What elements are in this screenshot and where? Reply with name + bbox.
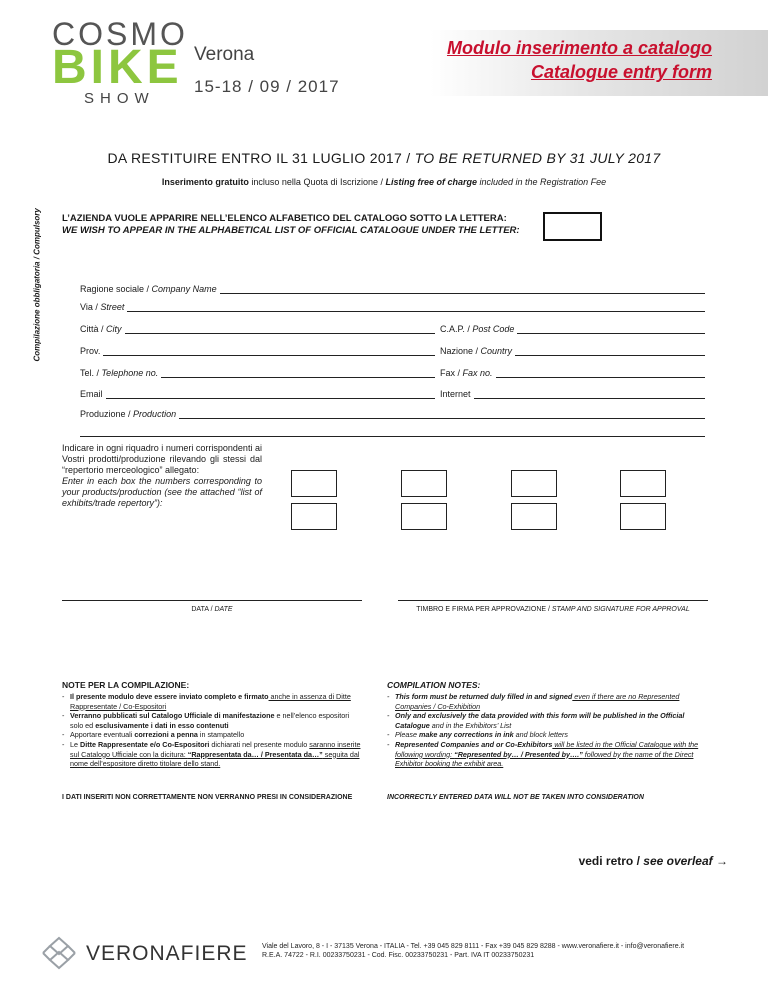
- product-code-box[interactable]: [620, 470, 666, 497]
- date-line[interactable]: [62, 600, 362, 601]
- warning-it: I DATI INSERITI NON CORRETTAMENTE NON VERRANNO PRESI IN CONSIDERAZIONE: [62, 794, 353, 801]
- list-item: - This form must be returned duly filled in and signed even if there are no Represented Companies / Co-Exhibition: [387, 692, 707, 711]
- logo-show: SHOW: [84, 90, 155, 107]
- country-field[interactable]: Nazione / Country: [440, 342, 705, 356]
- event-city: Verona: [194, 44, 255, 65]
- stamp-signature-label: TIMBRO E FIRMA PER APPROVAZIONE / STAMP AND SIGNATURE FOR APPROVAL: [416, 606, 690, 613]
- internet-field[interactable]: Internet: [440, 385, 705, 399]
- deadline-it: DA RESTITUIRE ENTRO IL 31 LUGLIO 2017 /: [107, 150, 415, 166]
- form-title-en: Catalogue entry form: [530, 62, 712, 82]
- form-title-it: Modulo inserimento a catalogo: [446, 38, 712, 58]
- logo-bike: BIKE: [52, 41, 183, 94]
- street-field[interactable]: Via / Street: [80, 298, 705, 312]
- postcode-field[interactable]: C.A.P. / Post Code: [440, 320, 705, 334]
- see-overleaf[interactable]: vedi retro / see overleaf →: [578, 854, 728, 868]
- stamp-signature-line[interactable]: [398, 600, 708, 601]
- notes-list-en: [387, 692, 707, 769]
- list-item: - Only and exclusively the data provided with this form will be published in the Official Catalogue and in the Exhibitors’ List: [387, 711, 707, 730]
- telephone-field[interactable]: Tel. / Telephone no.: [80, 364, 435, 378]
- free-entry-it-bold: Inserimento gratuito: [161, 177, 249, 187]
- email-field[interactable]: Email: [80, 385, 435, 399]
- free-entry-note: [0, 177, 768, 187]
- warning-en: INCORRECTLY ENTERED DATA WILL NOT BE TAKEN INTO CONSIDERATION: [387, 794, 644, 801]
- product-code-box[interactable]: [620, 503, 666, 530]
- free-entry-en-bold: Listing free of charge: [385, 177, 478, 187]
- list-item: - Il presente modulo deve essere inviato completo e firmato anche in assenza di Ditte Rappresentate / Co-Espositori: [62, 692, 362, 711]
- company-name-field[interactable]: Ragione sociale / Company Name: [80, 280, 705, 294]
- letter-input-box[interactable]: [543, 212, 602, 241]
- notes-heading-en: COMPILATION NOTES:: [387, 680, 481, 690]
- product-code-box[interactable]: [511, 470, 557, 497]
- event-dates: 15-18 / 09 / 2017: [194, 77, 340, 96]
- letter-instruction-en: WE WISH TO APPEAR IN THE ALPHABETICAL LIST OF OFFICIAL CATALOGUE UNDER THE LETTER:: [62, 225, 520, 236]
- product-code-box[interactable]: [401, 503, 447, 530]
- free-entry-en: included in the Registration Fee: [477, 177, 607, 187]
- product-code-box[interactable]: [291, 503, 337, 530]
- footer-address: Viale del Lavoro, 8 - I - 37135 Verona - ITALIA - Tel. +39 045 829 8111 - Fax +39 045 829 8288 - www.veronafiere.it - info@veronafiere.it R.E.A. 74722 - R.I. 00233750231 - Cod. Fisc. 00233750231 - Part. IVA IT 00233750231: [262, 943, 685, 959]
- product-codes-instructions: Indicare in ogni riquadro i numeri corrispondenti ai Vostri prodotti/produzione rilevando gli stessi dal “repertorio merceologico” allegato: Enter in each box the numbers corresponding to your products/production (see the attached “list of exhibits/trade repertory”):: [62, 443, 262, 508]
- list-item: - Apportare eventuali correzioni a penna in stampatello: [62, 730, 362, 740]
- list-item: - Please make any corrections in ink and block letters: [387, 730, 707, 740]
- list-item: - Verranno pubblicati sul Catalogo Ufficiale di manifestazione e nell’elenco espositori solo ed esclusivamente i dati in esso contenuti: [62, 711, 362, 730]
- compulsory-label: Compilazione obbligatoria / Compulsory: [32, 208, 42, 362]
- arrow-right-icon: →: [716, 854, 728, 868]
- letter-instruction-it: L’AZIENDA VUOLE APPARIRE NELL’ELENCO ALFABETICO DEL CATALOGO SOTTO LA LETTERA:: [62, 213, 507, 224]
- product-code-box[interactable]: [401, 470, 447, 497]
- deadline: [0, 150, 768, 166]
- production-extra-line[interactable]: [80, 436, 705, 437]
- notes-heading-it: NOTE PER LA COMPILAZIONE:: [62, 680, 190, 690]
- product-code-box[interactable]: [511, 503, 557, 530]
- city-field[interactable]: Città / City: [80, 320, 435, 334]
- deadline-en: TO BE RETURNED BY 31 JULY 2017: [414, 150, 661, 166]
- free-entry-it: incluso nella Quota di Iscrizione /: [248, 177, 386, 187]
- fax-field[interactable]: Fax / Fax no.: [440, 364, 705, 378]
- product-code-box[interactable]: [291, 470, 337, 497]
- province-field[interactable]: Prov.: [80, 342, 435, 356]
- date-label: DATA / DATE: [191, 606, 233, 613]
- veronafiere-wordmark: VERONAFIERE: [86, 942, 248, 965]
- logo-cosmo: COSMO: [52, 16, 188, 52]
- list-item: - Represented Companies and or Co-Exhibitors will be listed in the Official Catalogue with the following wording: “Represented by… / Presented by….” followed by the name of the Direct Exhibitor booking the exhibit area.: [387, 740, 707, 769]
- veronafiere-emblem-icon: [38, 936, 80, 970]
- list-item: - Le Ditte Rappresentate e/o Co-Espositori dichiarati nel presente modulo saranno inserite sul Catalogo Ufficiale con la dicitura: “Rappresentata da… / Presentata da…” seguita dal nome dell’espositore diretto titolare dello stand.: [62, 740, 362, 769]
- notes-list-it: [62, 692, 362, 769]
- production-field[interactable]: Produzione / Production: [80, 405, 705, 419]
